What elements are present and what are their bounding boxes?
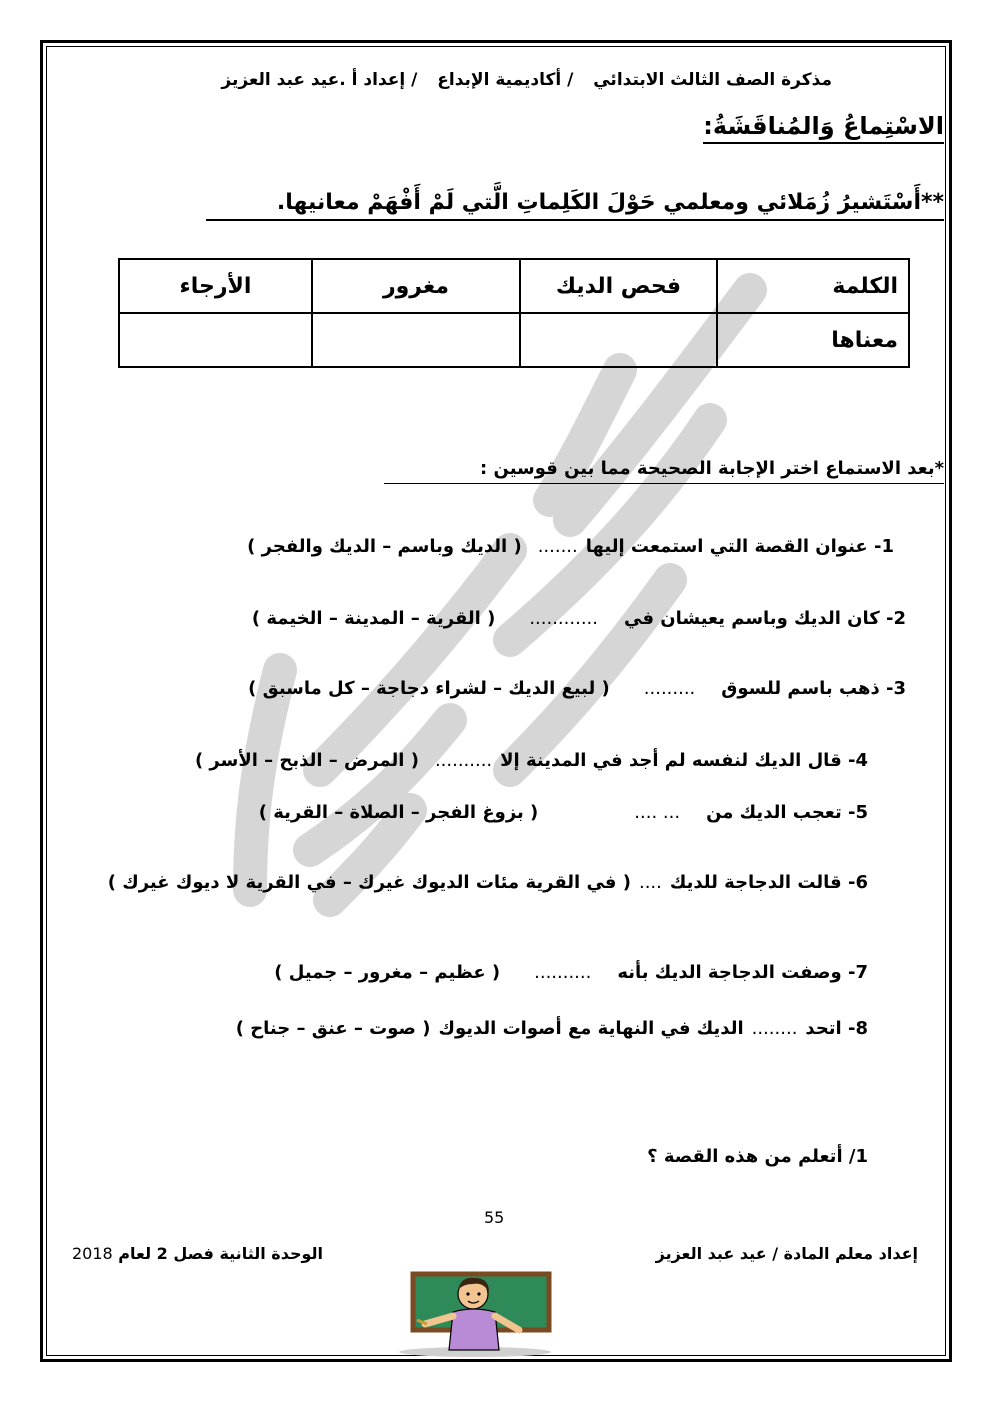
- footer-unit-text: الوحدة الثانية فصل 2 لعام: [118, 1244, 324, 1263]
- instruction-choose: *بعد الاستماع اختر الإجابة الصحيحة مما بين قوسين :: [384, 458, 944, 484]
- question-options: ( الديك وباسم – الديك والفجر ): [247, 536, 522, 557]
- question-1: [247, 536, 894, 557]
- question-text: 6- قالت الدجاجة للديك: [669, 872, 868, 893]
- question-options: ( في القرية مئات الديوك غيرك – في القرية لا ديوك غيرك ): [107, 872, 631, 893]
- footer-unit: [72, 1244, 323, 1263]
- answer-blank[interactable]: .........: [643, 678, 696, 699]
- vocab-word: مغرور: [312, 259, 520, 313]
- vocab-meaning-cell[interactable]: [119, 313, 312, 367]
- question-options: ( المرض – الذبح – الأسر ): [194, 750, 419, 771]
- question-options: ( عظيم – مغرور – جميل ): [274, 962, 501, 983]
- question-4: [195, 750, 868, 771]
- question-3: [248, 678, 906, 699]
- answer-blank[interactable]: ..........: [434, 750, 493, 771]
- question-text: 3- ذهب باسم للسوق: [721, 678, 906, 699]
- question-text: 4- قال الديك لنفسه لم أجد في المدينة إلا: [500, 750, 868, 771]
- header-author: / إعداد أ .عيد عبد العزيز: [221, 70, 418, 90]
- vocab-row-words: [119, 259, 909, 313]
- question-options: ( لبيع الديك – لشراء دجاجة – كل ماسبق ): [248, 678, 610, 699]
- question-text: 2- كان الديك وباسم يعيشان في: [624, 608, 906, 629]
- question-text-continued: الديك في النهاية مع أصوات الديوك: [438, 1018, 744, 1039]
- teacher-illustration: [395, 1268, 555, 1358]
- vocab-header-word: الكلمة: [717, 259, 909, 313]
- question-7: [274, 962, 868, 983]
- vocab-meaning-cell[interactable]: [520, 313, 717, 367]
- question-text: 5- تعجب الديك من: [706, 802, 868, 823]
- vocab-row-meanings: [119, 313, 909, 367]
- answer-blank[interactable]: .......: [537, 536, 578, 557]
- question-text: 8- اتحد: [805, 1018, 868, 1039]
- vocab-word: فحص الديك: [520, 259, 717, 313]
- section-title: الاسْتِماعُ وَالمُناقَشَةُ:: [703, 112, 944, 144]
- vocab-table: [118, 258, 910, 368]
- question-6: [98, 856, 868, 910]
- header-grade: مذكرة الصف الثالث الابتدائي: [593, 70, 832, 90]
- question-options: ( القرية – المدينة – الخيمة ): [251, 608, 496, 629]
- vocab-meaning-cell[interactable]: [312, 313, 520, 367]
- footer-prepared-by: إعداد معلم المادة / عيد عبد العزيز: [655, 1244, 918, 1263]
- question-learn: 1/ أتعلم من هذه القصة ؟: [647, 1146, 868, 1167]
- vocab-header-meaning: معناها: [717, 313, 909, 367]
- question-2: [252, 608, 906, 629]
- answer-blank[interactable]: ..........: [534, 962, 592, 983]
- header-academy: / أكاديمية الإبداع: [437, 70, 574, 90]
- question-options: ( بزوغ الفجر – الصلاة – القرية ): [258, 802, 539, 823]
- answer-blank[interactable]: ....: [638, 872, 662, 893]
- question-text: 1- عنوان القصة التي استمعت إليها: [585, 536, 894, 557]
- question-5: [259, 802, 868, 823]
- answer-blank[interactable]: ... ....: [634, 802, 681, 823]
- page-number: 55: [484, 1208, 505, 1227]
- vocab-word: الأرجاء: [119, 259, 312, 313]
- question-8: [236, 1018, 868, 1039]
- footer-year: 2018: [72, 1244, 113, 1263]
- question-text: 7- وصفت الدجاجة الديك بأنه: [617, 962, 868, 983]
- answer-blank[interactable]: ........: [751, 1018, 798, 1039]
- page-header: [221, 70, 832, 90]
- instruction-vocab: **أَسْتَشيرُ زُمَلائي ومعلمي حَوْلَ الكَلِماتِ الَّتي لَمْ أَفْهَمْ معانيها.: [206, 190, 944, 221]
- answer-blank[interactable]: ............: [529, 608, 598, 629]
- question-options: ( صوت – عنق – جناح ): [235, 1018, 431, 1039]
